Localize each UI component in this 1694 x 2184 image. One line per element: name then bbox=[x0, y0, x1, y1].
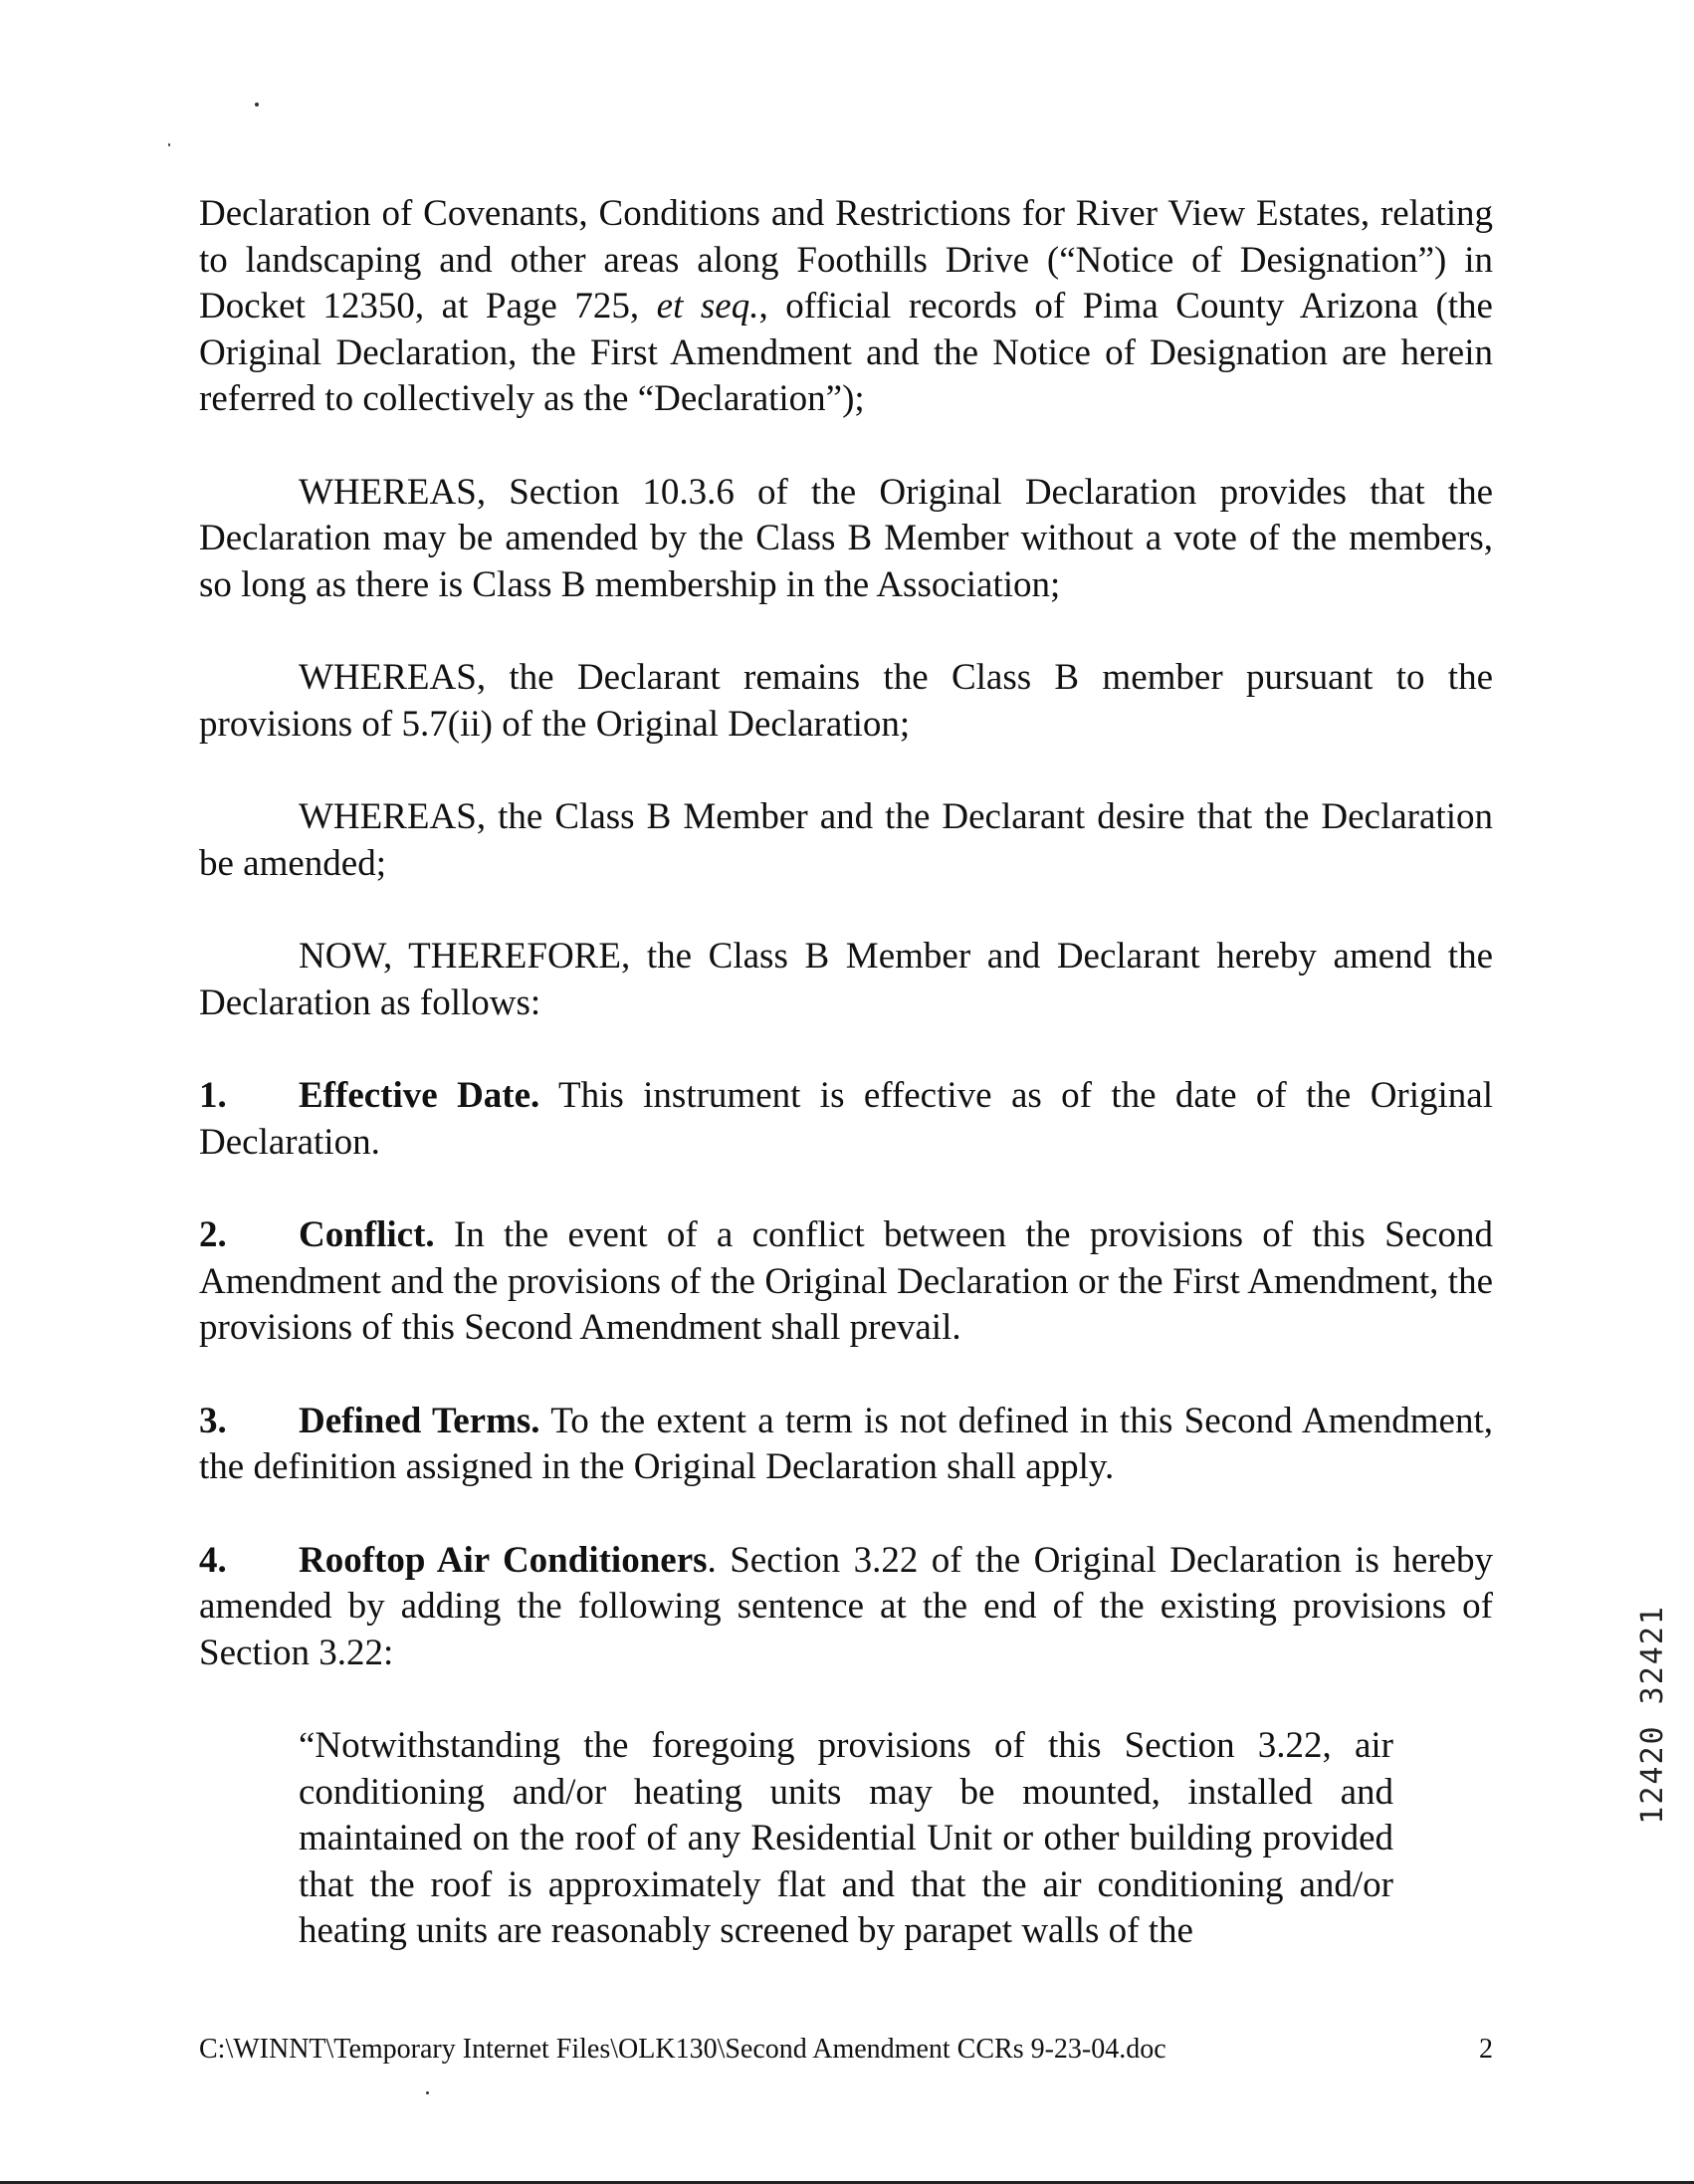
section-heading: Effective Date. bbox=[299, 1075, 540, 1116]
paragraph-whereas-desire: WHEREAS, the Class B Member and the Declarant desire that the Declaration be amended; bbox=[199, 796, 1493, 884]
section-heading: Rooftop Air Conditioners bbox=[299, 1539, 708, 1581]
section-rooftop-air-conditioners bbox=[199, 1538, 1493, 1677]
paragraph-now-therefore: NOW, THEREFORE, the Class B Member and Declarant hereby amend the Declaration as follows: bbox=[199, 936, 1493, 1023]
section-number: 4. bbox=[199, 1539, 227, 1581]
recording-stamp: 12420 32421 bbox=[1635, 1605, 1670, 1825]
block-quote: “Notwithstanding the foregoing provisions of this Section 3.22, air conditioning and/or heating units may be mounted, installed and maintained on the roof of any Residential Unit or other building provided that the roof is approximately flat and that the air conditioning and/or heating units are reasonably screened by parapet walls of the bbox=[299, 1725, 1393, 1951]
scan-speck bbox=[168, 143, 170, 146]
footer-page-number: 2 bbox=[1479, 2034, 1493, 2065]
paragraph-whereas-section: WHEREAS, Section 10.3.6 of the Original Declaration provides that the Declaration may be amended by the Class B Member without a vote of the members, so long as there is Class B membership in the Association; bbox=[199, 471, 1493, 605]
document-body bbox=[199, 191, 1493, 2002]
section-number: 1. bbox=[199, 1075, 227, 1116]
section-effective-date bbox=[199, 1073, 1493, 1166]
scan-speck bbox=[255, 103, 259, 107]
section-heading: Defined Terms. bbox=[299, 1400, 540, 1441]
section-defined-terms bbox=[199, 1399, 1493, 1491]
section-text: To the extent a term is not defined in this Second Amendment, the definition assigned in the Original Declaration shall apply. bbox=[199, 1400, 1494, 1487]
paragraph-declaration-definition: Declaration of Covenants, Conditions and Restrictions for River View Estates, relating to landscaping and other areas along Foothills Drive (“Notice of Designation”) in Docket 12350, at Page 725, et seq., official records of Pima County Arizona (the Original Declaration, the First Amendment and the Notice of Designation are herein referred to collectively as the “Declaration”); bbox=[199, 193, 1493, 419]
section-text: . Section 3.22 of the Original Declaration is hereby amended by adding the following sentence at the end of the existing provisions of Section 3.22: bbox=[199, 1539, 1493, 1673]
section-text: This instrument is effective as of the date of the Original Declaration. bbox=[199, 1075, 1493, 1163]
section-text: In the event of a conflict between the provisions of this Second Amendment and the provisions of the Original Declaration or the First Amendment, the provisions of this Second Amendment shall prevail. bbox=[199, 1214, 1493, 1348]
footer-file-path: C:\WINNT\Temporary Internet Files\OLK130\Second Amendment CCRs 9-23-04.doc bbox=[199, 2034, 1166, 2065]
section-number: 3. bbox=[199, 1400, 227, 1441]
section-heading: Conflict. bbox=[299, 1214, 435, 1255]
section-number: 2. bbox=[199, 1214, 227, 1255]
paragraph-whereas-declarant: WHEREAS, the Declarant remains the Class B member pursuant to the provisions of 5.7(ii) of the Original Declaration; bbox=[199, 657, 1493, 745]
page-footer bbox=[199, 2034, 1493, 2066]
section-conflict bbox=[199, 1212, 1493, 1352]
scan-speck bbox=[426, 2091, 429, 2094]
